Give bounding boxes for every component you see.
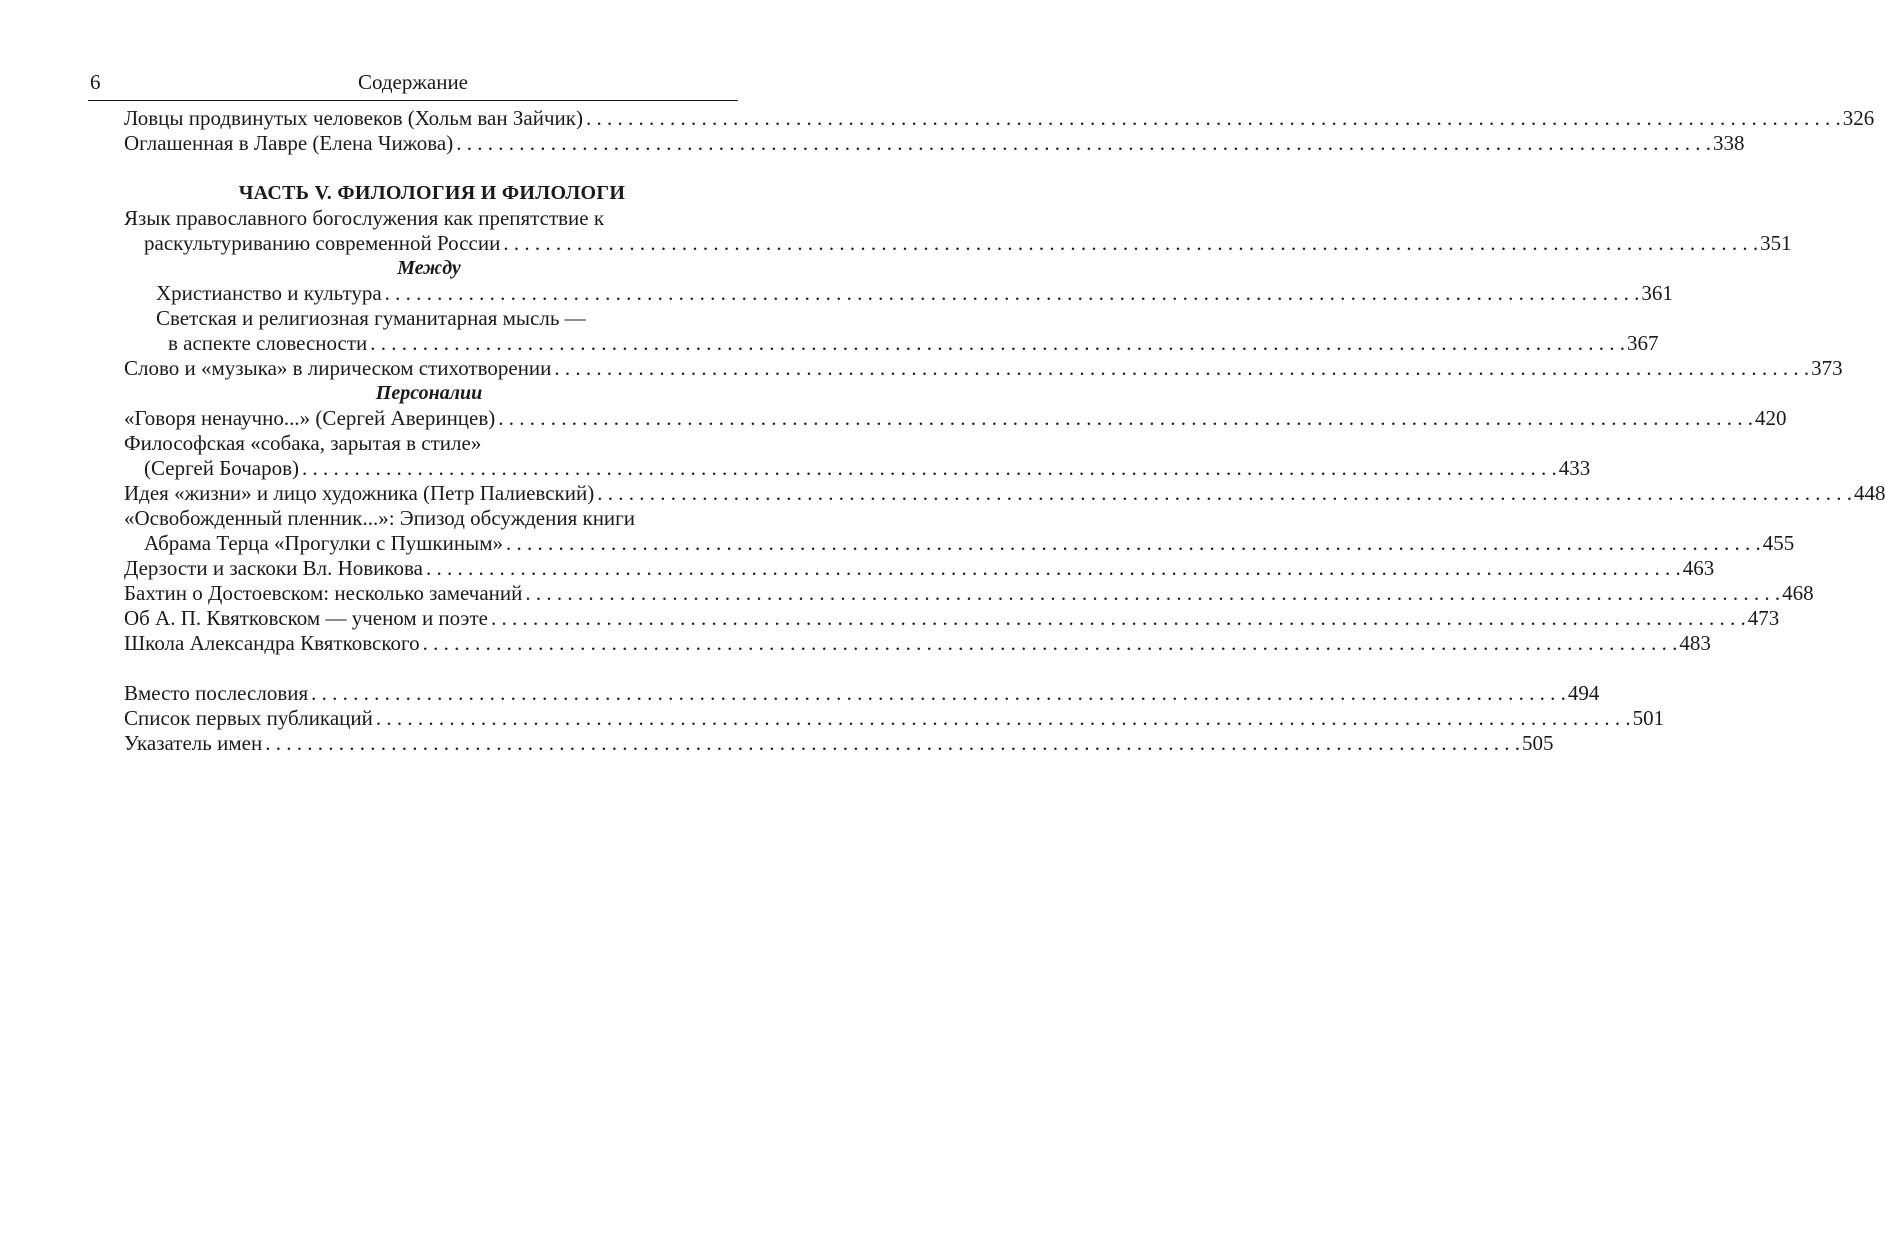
spacer [124, 656, 734, 681]
toc-entry-text: Вместо послесловия [124, 681, 309, 705]
toc-rest-list [124, 556, 1814, 656]
toc-entry-text: Абрама Терца «Прогулки с Пушкиным» [144, 531, 503, 555]
toc-entry-page: 463 [1682, 556, 1715, 580]
leader-dots: . . . . . . . . . . . . . . . . . . . . . . . . . . . . . . . . . . . . . . . . . . . . . . . . . . . . . . . . . . . . . . . . . . . . . . . . . . . . . . . . . . . . . . . . . . . . . . . . . . . . . . . . . . . . . . . . . . . . . . . . [597, 481, 1852, 505]
part-title: ЧАСТЬ V. ФИЛОЛОГИЯ И ФИЛОЛОГИ [238, 182, 626, 204]
leader-dots: . . . . . . . . . . . . . . . . . . . . . . . . . . . . . . . . . . . . . . . . . . . . . . . . . . . . . . . . . . . . . . . . . . . . . . . . . . . . . . . . . . . . . . . . . . . . . . . . . . . . . . . . . . . . . . . . . . . . . . . . [506, 531, 1761, 555]
toc-entry-text: Философская «собака, зарытая в стиле» [124, 431, 482, 455]
toc-entry-page: 483 [1679, 631, 1711, 655]
toc-entry-text: Дерзости и заскоки Вл. Новикова [124, 556, 423, 580]
toc-entry [124, 281, 1673, 306]
toc-entry-text: Ловцы продвинутых человеков (Хольм ван Зайчик) [124, 106, 583, 130]
toc-entry [124, 556, 1715, 581]
toc-entry-text: Христианство и культура [156, 281, 382, 305]
toc-back-matter [124, 681, 1665, 756]
toc-entry [124, 706, 1665, 731]
toc-entry-page: 448 [1853, 481, 1885, 505]
toc-top-list [124, 106, 1875, 156]
toc-entry-text: Список первых публикаций [124, 706, 373, 730]
toc-entry-text: Идея «жизни» и лицо художника (Петр Палиевский) [124, 481, 595, 505]
toc-entry [124, 131, 1745, 156]
section-subtitle: Между [397, 257, 461, 279]
toc-entry-page: 420 [1755, 406, 1787, 430]
toc-entry [124, 681, 1600, 706]
leader-dots: . . . . . . . . . . . . . . . . . . . . . . . . . . . . . . . . . . . . . . . . . . . . . . . . . . . . . . . . . . . . . . . . . . . . . . . . . . . . . . . . . . . . . . . . . . . . . . . . . . . . . . . . . . . . . . . . . . . . . . . . [265, 731, 1520, 755]
toc-entry-page: 468 [1782, 581, 1814, 605]
leader-dots: . . . . . . . . . . . . . . . . . . . . . . . . . . . . . . . . . . . . . . . . . . . . . . . . . . . . . . . . . . . . . . . . . . . . . . . . . . . . . . . . . . . . . . . . . . . . . . . . . . . . . . . . . . . . . . . . . . . . . . . . [375, 706, 1631, 730]
toc-entry [124, 481, 1885, 506]
toc-entry-page: 494 [1567, 681, 1600, 705]
leader-dots: . . . . . . . . . . . . . . . . . . . . . . . . . . . . . . . . . . . . . . . . . . . . . . . . . . . . . . . . . . . . . . . . . . . . . . . . . . . . . . . . . . . . . . . . . . . . . . . . . . . . . . . . . . . . . . . . . . . . . . . . [503, 231, 1759, 255]
toc-entry-text: Слово и «музыка» в лирическом стихотворении [124, 356, 552, 380]
leader-dots: . . . . . . . . . . . . . . . . . . . . . . . . . . . . . . . . . . . . . . . . . . . . . . . . . . . . . . . . . . . . . . . . . . . . . . . . . . . . . . . . . . . . . . . . . . . . . . . . . . . . . . . . . . . . . . . . . . . . . . . . [422, 631, 1678, 655]
toc-entry-text: Оглашенная в Лавре (Елена Чижова) [124, 131, 454, 155]
leader-dots: . . . . . . . . . . . . . . . . . . . . . . . . . . . . . . . . . . . . . . . . . . . . . . . . . . . . . . . . . . . . . . . . . . . . . . . . . . . . . . . . . . . . . . . . . . . . . . . . . . . . . . . . . . . . . . . . . . . . . . . . [498, 406, 1754, 430]
leader-dots: . . . . . . . . . . . . . . . . . . . . . . . . . . . . . . . . . . . . . . . . . . . . . . . . . . . . . . . . . . . . . . . . . . . . . . . . . . . . . . . . . . . . . . . . . . . . . . . . . . . . . . . . . . . . . . . . . . . . . . . . [426, 556, 1681, 580]
toc-entry-text: Указатель имен [124, 731, 263, 755]
toc-entry-page: 473 [1747, 606, 1780, 630]
leader-dots: . . . . . . . . . . . . . . . . . . . . . . . . . . . . . . . . . . . . . . . . . . . . . . . . . . . . . . . . . . . . . . . . . . . . . . . . . . . . . . . . . . . . . . . . . . . . . . . . . . . . . . . . . . . . . . . . . . . . . . . . [490, 606, 1746, 630]
toc-entry-text: Школа Александра Квятковского [124, 631, 420, 655]
toc-entry-text: раскультуриванию современной России [144, 231, 501, 255]
toc-entry-text: (Сергей Бочаров) [144, 456, 300, 480]
toc-entry [124, 456, 1591, 481]
toc-entry-text: «Говоря ненаучно...» (Сергей Аверинцев) [124, 406, 496, 430]
leader-dots: . . . . . . . . . . . . . . . . . . . . . . . . . . . . . . . . . . . . . . . . . . . . . . . . . . . . . . . . . . . . . . . . . . . . . . . . . . . . . . . . . . . . . . . . . . . . . . . . . . . . . . . . . . . . . . . . . . . . . . . . [311, 681, 1566, 705]
toc-entry-page: 501 [1632, 706, 1665, 730]
toc-entry-text: Светская и религиозная гуманитарная мысль — [156, 306, 586, 330]
running-header [88, 70, 738, 96]
toc-entry [124, 331, 1659, 356]
toc-entry [124, 631, 1711, 656]
toc-entry-text: «Освобожденный пленник...»: Эпизод обсуждения книги [124, 506, 636, 530]
leader-dots: . . . . . . . . . . . . . . . . . . . . . . . . . . . . . . . . . . . . . . . . . . . . . . . . . . . . . . . . . . . . . . . . . . . . . . . . . . . . . . . . . . . . . . . . . . . . . . . . . . . . . . . . . . . . . . . . . . . . . . . . [525, 581, 1781, 605]
toc-entry [124, 231, 1792, 256]
leader-dots: . . . . . . . . . . . . . . . . . . . . . . . . . . . . . . . . . . . . . . . . . . . . . . . . . . . . . . . . . . . . . . . . . . . . . . . . . . . . . . . . . . . . . . . . . . . . . . . . . . . . . . . . . . . . . . . . . . . . . . . . [585, 106, 1841, 130]
toc-entry [124, 531, 1795, 556]
toc-entry-page: 433 [1558, 456, 1591, 480]
toc-entry-page: 373 [1811, 356, 1843, 380]
leader-dots: . . . . . . . . . . . . . . . . . . . . . . . . . . . . . . . . . . . . . . . . . . . . . . . . . . . . . . . . . . . . . . . . . . . . . . . . . . . . . . . . . . . . . . . . . . . . . . . . . . . . . . . . . . . . . . . . . . . . . . . . [370, 331, 1626, 355]
toc-entry [124, 106, 1875, 131]
toc-entry [124, 356, 1843, 381]
section-subtitle: Персоналии [375, 382, 483, 404]
header-rule [88, 100, 738, 101]
leader-dots: . . . . . . . . . . . . . . . . . . . . . . . . . . . . . . . . . . . . . . . . . . . . . . . . . . . . . . . . . . . . . . . . . . . . . . . . . . . . . . . . . . . . . . . . . . . . . . . . . . . . . . . . . . . . . . . . . . . . . . . . [554, 356, 1810, 380]
toc-entry-page: 367 [1627, 331, 1659, 355]
toc-entry-text: Язык православного богослужения как препятствие к [124, 206, 605, 230]
toc-entry-page: 361 [1641, 281, 1673, 305]
table-of-contents [124, 106, 1885, 756]
toc-entry [124, 606, 1780, 631]
leader-dots: . . . . . . . . . . . . . . . . . . . . . . . . . . . . . . . . . . . . . . . . . . . . . . . . . . . . . . . . . . . . . . . . . . . . . . . . . . . . . . . . . . . . . . . . . . . . . . . . . . . . . . . . . . . . . . . . . . . . . . . . [456, 131, 1711, 155]
leader-dots: . . . . . . . . . . . . . . . . . . . . . . . . . . . . . . . . . . . . . . . . . . . . . . . . . . . . . . . . . . . . . . . . . . . . . . . . . . . . . . . . . . . . . . . . . . . . . . . . . . . . . . . . . . . . . . . . . . . . . . . . [302, 456, 1557, 480]
toc-entry-page: 338 [1712, 131, 1745, 155]
toc-entry-page: 326 [1842, 106, 1875, 130]
toc-entry [124, 581, 1814, 606]
toc-entry-page: 351 [1760, 231, 1792, 255]
toc-entry-text: в аспекте словесности [168, 331, 368, 355]
running-title: Содержание [357, 70, 469, 94]
toc-entry-text: Об А. П. Квятковском — ученом и поэте [124, 606, 488, 630]
leader-dots: . . . . . . . . . . . . . . . . . . . . . . . . . . . . . . . . . . . . . . . . . . . . . . . . . . . . . . . . . . . . . . . . . . . . . . . . . . . . . . . . . . . . . . . . . . . . . . . . . . . . . . . . . . . . . . . . . . . . . . . . [384, 281, 1640, 305]
toc-entry [124, 406, 1787, 431]
toc-entry-page: 455 [1762, 531, 1795, 555]
page-number: 6 [90, 70, 101, 94]
toc-entry-page: 505 [1521, 731, 1554, 755]
toc-entry [124, 731, 1554, 756]
toc-entry-text: Бахтин о Достоевском: несколько замечаний [124, 581, 523, 605]
